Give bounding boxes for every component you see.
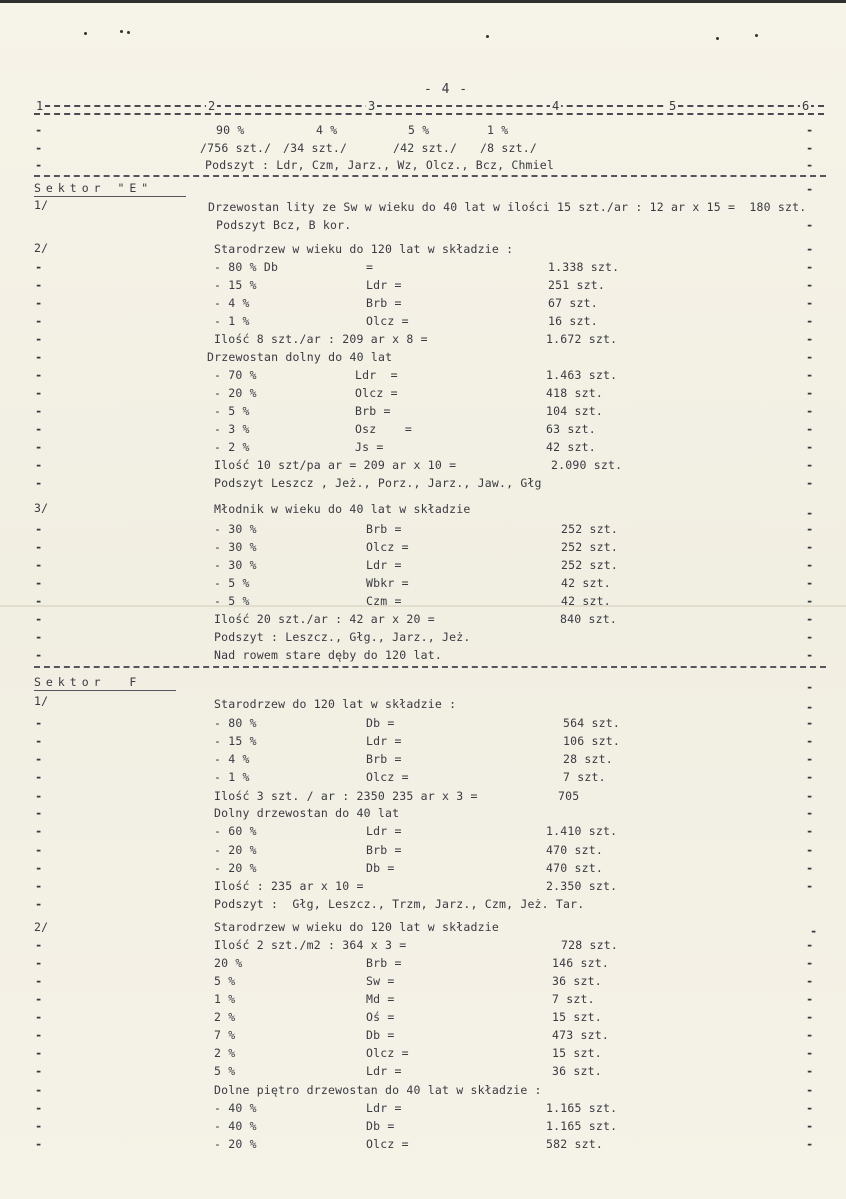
column-1-mark: - <box>35 716 43 730</box>
total-count: 2.090 szt. <box>551 458 623 472</box>
column-1-mark: - <box>35 422 43 436</box>
column-6-mark: - <box>806 522 814 536</box>
percent-share: - 30 % <box>214 540 257 554</box>
column-6-mark: - <box>806 476 814 490</box>
column-6-mark: - <box>806 680 814 694</box>
column-1-mark: - <box>35 630 43 644</box>
percent-share: - 30 % <box>214 558 257 572</box>
item-heading: Młodnik w wieku do 40 lat w składzie <box>214 502 471 516</box>
column-6-mark: - <box>806 141 814 155</box>
podszyt-text: Podszyt : Leszcz., Głg., Jarz., Jeż. <box>214 630 471 644</box>
column-6-mark: - <box>806 260 814 274</box>
species-code: Czm = <box>366 594 402 608</box>
column-1-mark: - <box>35 789 43 803</box>
species-code: Ldr = <box>355 368 398 382</box>
tree-count: 15 szt. <box>552 1010 602 1024</box>
podszyt-text: Podszyt : Ldr, Czm, Jarz., Wz, Olcz., Bcz, Chmiel <box>205 158 555 172</box>
column-1-mark: - <box>35 576 43 590</box>
percent-share: - 5 % <box>214 576 250 590</box>
column-1-mark: - <box>35 824 43 838</box>
ink-speck <box>486 35 489 38</box>
sector-title-underline <box>34 196 186 197</box>
sector-divider <box>34 666 826 668</box>
ink-speck <box>120 30 123 33</box>
column-number: 5 <box>669 100 677 112</box>
column-1-mark: - <box>35 1137 43 1151</box>
percent-share: - 20 % <box>214 861 257 875</box>
column-6-mark: - <box>806 242 814 256</box>
column-1-mark: - <box>35 296 43 310</box>
sector-title-underline <box>34 690 176 691</box>
tree-count: 470 szt. <box>546 843 603 857</box>
column-1-mark: - <box>35 594 43 608</box>
tree-count: 36 szt. <box>552 974 602 988</box>
podszyt-text: Podszyt Bcz, B kor. <box>216 218 352 232</box>
column-6-mark: - <box>806 123 814 137</box>
percent-share: - 70 % <box>214 368 257 382</box>
column-6-mark: - <box>806 594 814 608</box>
column-6-mark: - <box>806 1010 814 1024</box>
podszyt-text: Podszyt : Głg, Leszcz., Trzm, Jarz., Czm, Jeż. Tar. <box>214 897 585 911</box>
header-percent: 90 % <box>216 123 245 137</box>
species-code: Ldr = <box>366 734 402 748</box>
species-code: Brb = <box>366 956 402 970</box>
column-6-mark: - <box>806 843 814 857</box>
column-6-mark: - <box>806 938 814 952</box>
column-6-mark: - <box>806 770 814 784</box>
total-line: Ilość 8 szt./ar : 209 ar x 8 = <box>214 332 428 346</box>
header-count: /42 szt./ <box>393 141 458 155</box>
species-code: Db = <box>366 1119 395 1133</box>
header-count: /34 szt./ <box>283 141 348 155</box>
column-6-mark: - <box>806 956 814 970</box>
column-6-mark: - <box>806 506 814 520</box>
tree-count: 252 szt. <box>561 540 618 554</box>
column-6-mark: - <box>806 278 814 292</box>
item-number: 2/ <box>34 241 49 255</box>
column-6-mark: - <box>806 558 814 572</box>
column-6-mark: - <box>806 824 814 838</box>
species-code: Brb = <box>366 522 402 536</box>
species-code: Olcz = <box>366 314 409 328</box>
tree-count: 1.165 szt. <box>546 1101 618 1115</box>
item-heading: Starodrzew w wieku do 120 lat w składzie <box>214 920 499 934</box>
column-1-mark: - <box>35 476 43 490</box>
tree-count: 252 szt. <box>561 522 618 536</box>
item-number: 1/ <box>34 694 49 708</box>
column-number: 4 <box>552 100 560 112</box>
column-6-mark: - <box>806 806 814 820</box>
column-6-mark: - <box>806 1083 814 1097</box>
percent-share: - 80 % <box>214 716 257 730</box>
column-6-mark: - <box>806 158 814 172</box>
sector-title: Sektor F <box>34 675 142 689</box>
column-6-mark: - <box>806 404 814 418</box>
ink-speck <box>755 34 758 37</box>
column-1-mark: - <box>35 332 43 346</box>
column-1-mark: - <box>35 956 43 970</box>
item-description: Drzewostan lity ze Sw w wieku do 40 lat w ilości 15 szt./ar : 12 ar x 15 = 180 szt. <box>208 200 807 214</box>
ink-speck <box>84 32 87 35</box>
header-percent: 5 % <box>408 123 430 137</box>
species-code: Ldr = <box>366 1064 402 1078</box>
species-code: Db = <box>366 861 395 875</box>
percent-share: 5 % <box>214 1064 236 1078</box>
column-6-mark: - <box>806 789 814 803</box>
column-1-mark: - <box>35 368 43 382</box>
species-code: Oś = <box>366 1010 395 1024</box>
percent-share: 5 % <box>214 974 236 988</box>
column-1-mark: - <box>35 843 43 857</box>
column-6-mark: - <box>806 368 814 382</box>
tree-count: 7 szt. <box>552 992 595 1006</box>
column-6-mark: - <box>806 1028 814 1042</box>
species-code: Js = <box>355 440 384 454</box>
tree-count: 252 szt. <box>561 558 618 572</box>
species-code: Wbkr = <box>366 576 409 590</box>
column-6-mark: - <box>806 182 814 196</box>
total-count: 840 szt. <box>560 612 617 626</box>
percent-share: - 1 % <box>214 770 250 784</box>
percent-share: - 20 % <box>214 843 257 857</box>
column-6-mark: - <box>810 924 818 938</box>
species-code: Olcz = <box>366 1046 409 1060</box>
species-code: Olcz = <box>366 770 409 784</box>
item-number: 3/ <box>34 501 49 515</box>
tree-count: 67 szt. <box>548 296 598 310</box>
percent-share: - 30 % <box>214 522 257 536</box>
column-1-mark: - <box>35 141 43 155</box>
column-6-mark: - <box>806 540 814 554</box>
percent-share: 20 % <box>214 956 243 970</box>
species-code: Ldr = <box>366 558 402 572</box>
tree-count: 418 szt. <box>546 386 603 400</box>
column-1-mark: - <box>35 992 43 1006</box>
column-6-mark: - <box>806 576 814 590</box>
column-6-mark: - <box>806 992 814 1006</box>
page-number: - 4 - <box>424 82 469 97</box>
column-1-mark: - <box>35 879 43 893</box>
column-1-mark: - <box>35 350 43 364</box>
percent-share: - 80 % Db <box>214 260 279 274</box>
header-percent: 4 % <box>316 123 338 137</box>
tree-count: 582 szt. <box>546 1137 603 1151</box>
column-6-mark: - <box>806 700 814 714</box>
column-6-mark: - <box>806 422 814 436</box>
column-1-mark: - <box>35 861 43 875</box>
tree-count: 36 szt. <box>552 1064 602 1078</box>
item-number: 2/ <box>34 920 49 934</box>
percent-share: 1 % <box>214 992 236 1006</box>
column-1-mark: - <box>35 974 43 988</box>
total-count: 705 <box>558 789 580 803</box>
species-code: Md = <box>366 992 395 1006</box>
species-code: Ldr = <box>366 1101 402 1115</box>
podszyt-text: Podszyt Leszcz , Jeż., Porz., Jarz., Jaw., Głg <box>214 476 542 490</box>
column-number: 6 <box>802 100 810 112</box>
note-text: Nad rowem stare dęby do 120 lat. <box>214 648 442 662</box>
total-count: 1.672 szt. <box>546 332 618 346</box>
column-6-mark: - <box>806 332 814 346</box>
column-1-mark: - <box>35 1101 43 1115</box>
column-1-mark: - <box>35 734 43 748</box>
column-6-mark: - <box>806 861 814 875</box>
percent-share: - 60 % <box>214 824 257 838</box>
percent-share: - 4 % <box>214 752 250 766</box>
column-6-mark: - <box>806 716 814 730</box>
item-heading: Starodrzew do 120 lat w składzie : <box>214 697 457 711</box>
column-1-mark: - <box>35 770 43 784</box>
column-1-mark: - <box>35 1028 43 1042</box>
tree-count: 1.463 szt. <box>546 368 618 382</box>
tree-count: 251 szt. <box>548 278 605 292</box>
species-code: Db = <box>366 1028 395 1042</box>
column-1-mark: - <box>35 897 43 911</box>
subheading: Dolne piętro drzewostan do 40 lat w składzie : <box>214 1083 542 1097</box>
column-1-mark: - <box>35 1083 43 1097</box>
total-count: 728 szt. <box>561 938 618 952</box>
column-header-rule <box>34 113 824 115</box>
percent-share: - 5 % <box>214 404 250 418</box>
column-6-mark: - <box>806 1137 814 1151</box>
column-6-mark: - <box>806 350 814 364</box>
species-code: Brb = <box>366 752 402 766</box>
column-1-mark: - <box>35 1119 43 1133</box>
column-1-mark: - <box>35 158 43 172</box>
column-1-mark: - <box>35 278 43 292</box>
percent-share: - 15 % <box>214 278 257 292</box>
total-line: Ilość 20 szt./ar : 42 ar x 20 = <box>214 612 435 626</box>
subheading: Drzewostan dolny do 40 lat <box>207 350 393 364</box>
percent-share: - 20 % <box>214 386 257 400</box>
total-line: Ilość : 235 ar x 10 = <box>214 879 364 893</box>
percent-share: - 4 % <box>214 296 250 310</box>
tree-count: 7 szt. <box>563 770 606 784</box>
column-header <box>34 100 824 112</box>
species-code: Ldr = <box>366 824 402 838</box>
column-6-mark: - <box>806 440 814 454</box>
tree-count: 42 szt. <box>561 594 611 608</box>
column-6-mark: - <box>806 879 814 893</box>
tree-count: 63 szt. <box>546 422 596 436</box>
ink-speck <box>127 31 130 34</box>
percent-share: 2 % <box>214 1010 236 1024</box>
percent-share: - 1 % <box>214 314 250 328</box>
column-1-mark: - <box>35 1010 43 1024</box>
column-1-mark: - <box>35 404 43 418</box>
column-6-mark: - <box>806 1046 814 1060</box>
column-6-mark: - <box>806 630 814 644</box>
column-1-mark: - <box>35 386 43 400</box>
column-6-mark: - <box>806 458 814 472</box>
tree-count: 146 szt. <box>552 956 609 970</box>
tree-count: 16 szt. <box>548 314 598 328</box>
column-1-mark: - <box>35 648 43 662</box>
total-line: Ilość 10 szt/pa ar = 209 ar x 10 = <box>214 458 457 472</box>
column-6-mark: - <box>806 386 814 400</box>
percent-share: - 40 % <box>214 1101 257 1115</box>
tree-count: 473 szt. <box>552 1028 609 1042</box>
tree-count: 42 szt. <box>561 576 611 590</box>
column-1-mark: - <box>35 752 43 766</box>
species-code: Olcz = <box>366 540 409 554</box>
column-6-mark: - <box>806 1101 814 1115</box>
column-6-mark: - <box>806 974 814 988</box>
column-1-mark: - <box>35 522 43 536</box>
percent-share: - 5 % <box>214 594 250 608</box>
total-line: Ilość 3 szt. / ar : 2350 235 ar x 3 = <box>214 789 478 803</box>
species-code: Ldr = <box>366 278 402 292</box>
percent-share: - 3 % <box>214 422 250 436</box>
tree-count: 470 szt. <box>546 861 603 875</box>
species-code: = <box>366 260 374 274</box>
column-1-mark: - <box>35 1046 43 1060</box>
column-1-mark: - <box>35 540 43 554</box>
species-code: Brb = <box>366 296 402 310</box>
species-code: Sw = <box>366 974 395 988</box>
subheading: Dolny drzewostan do 40 lat <box>214 806 400 820</box>
column-1-mark: - <box>35 440 43 454</box>
column-1-mark: - <box>35 123 43 137</box>
ink-speck <box>716 37 719 40</box>
tree-count: 1.338 szt. <box>548 260 620 274</box>
total-line: Ilość 2 szt./m2 : 364 x 3 = <box>214 938 407 952</box>
column-6-mark: - <box>806 314 814 328</box>
column-1-mark: - <box>35 314 43 328</box>
percent-share: - 15 % <box>214 734 257 748</box>
paper-fold <box>0 605 846 607</box>
species-code: Db = <box>366 716 395 730</box>
header-count: /8 szt./ <box>480 141 537 155</box>
species-code: Olcz = <box>355 386 398 400</box>
percent-share: 2 % <box>214 1046 236 1060</box>
tree-count: 15 szt. <box>552 1046 602 1060</box>
header-percent: 1 % <box>487 123 509 137</box>
percent-share: - 20 % <box>214 1137 257 1151</box>
column-header-rule <box>34 105 824 107</box>
tree-count: 42 szt. <box>546 440 596 454</box>
column-1-mark: - <box>35 612 43 626</box>
column-1-mark: - <box>35 806 43 820</box>
species-code: Brb = <box>355 404 391 418</box>
column-6-mark: - <box>806 734 814 748</box>
tree-count: 1.165 szt. <box>546 1119 618 1133</box>
item-heading: Starodrzew w wieku do 120 lat w składzie : <box>214 242 514 256</box>
column-header-rule-lower <box>34 112 824 118</box>
column-6-mark: - <box>806 612 814 626</box>
percent-share: - 40 % <box>214 1119 257 1133</box>
scan-top-edge <box>0 0 846 3</box>
column-1-mark: - <box>35 458 43 472</box>
tree-count: 106 szt. <box>563 734 620 748</box>
column-1-mark: - <box>35 558 43 572</box>
column-number: 2 <box>208 100 216 112</box>
header-count: /756 szt./ <box>200 141 272 155</box>
percent-share: - 2 % <box>214 440 250 454</box>
total-count: 2.350 szt. <box>546 879 618 893</box>
column-1-mark: - <box>35 938 43 952</box>
tree-count: 28 szt. <box>563 752 613 766</box>
column-6-mark: - <box>806 1119 814 1133</box>
tree-count: 1.410 szt. <box>546 824 618 838</box>
column-6-mark: - <box>806 1064 814 1078</box>
sector-divider <box>34 175 826 177</box>
column-number: 1 <box>36 100 44 112</box>
tree-count: 104 szt. <box>546 404 603 418</box>
column-6-mark: - <box>806 218 814 232</box>
tree-count: 564 szt. <box>563 716 620 730</box>
column-6-mark: - <box>806 752 814 766</box>
species-code: Brb = <box>366 843 402 857</box>
species-code: Osz = <box>355 422 412 436</box>
column-1-mark: - <box>35 260 43 274</box>
percent-share: 7 % <box>214 1028 236 1042</box>
sector-title: Sektor "E" <box>34 181 154 195</box>
column-number: 3 <box>368 100 376 112</box>
column-6-mark: - <box>806 296 814 310</box>
column-1-mark: - <box>35 1064 43 1078</box>
species-code: Olcz = <box>366 1137 409 1151</box>
item-number: 1/ <box>34 198 49 212</box>
column-6-mark: - <box>806 648 814 662</box>
